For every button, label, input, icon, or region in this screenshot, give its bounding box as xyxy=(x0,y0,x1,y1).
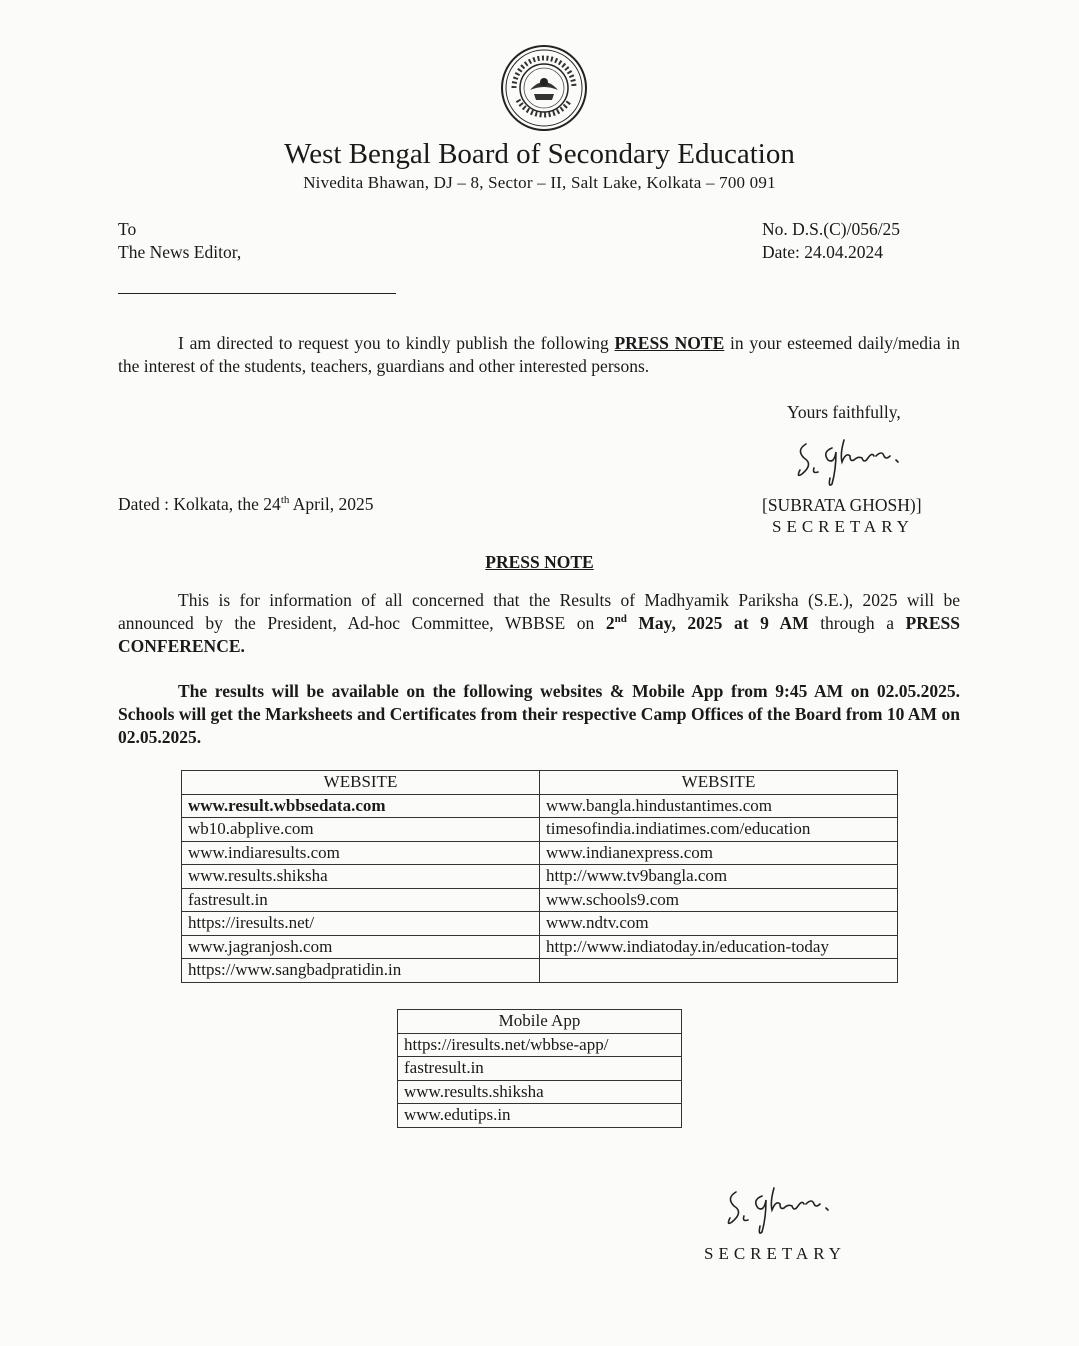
website-cell: www.ndtv.com xyxy=(540,912,898,936)
website-cell: wb10.abplive.com xyxy=(182,818,540,842)
table-row xyxy=(182,794,898,818)
table-row xyxy=(182,888,898,912)
websites-table-header-row xyxy=(182,771,898,795)
dated-line: Dated : Kolkata, the 24th April, 2025 xyxy=(118,494,374,514)
press-note-paragraph-2: The results will be available on the following websites & Mobile App from 9:45 AM on 02.05.2025. Schools will get the Marksheets and Certificates from their respective Camp Offices of the Board from 10 AM on 02.05.2025. xyxy=(118,681,960,747)
mobile-app-cell: fastresult.in xyxy=(398,1057,682,1081)
table-header-website: WEBSITE xyxy=(182,771,540,795)
press-note-inline: PRESS NOTE xyxy=(614,333,725,353)
website-cell: www.indiaresults.com xyxy=(182,841,540,865)
recipient-line: The News Editor, xyxy=(118,242,242,262)
website-cell xyxy=(540,959,898,983)
website-cell: www.results.shiksha xyxy=(182,865,540,889)
website-cell: fastresult.in xyxy=(182,888,540,912)
signatory-name: [SUBRATA GHOSH)] xyxy=(762,495,922,515)
footer-secretary-title: SECRETARY xyxy=(704,1244,846,1263)
mobile-app-cell: www.edutips.in xyxy=(398,1104,682,1128)
website-cell: www.result.wbbsedata.com xyxy=(182,794,540,818)
table-row xyxy=(398,1033,682,1057)
website-cell: https://www.sangbadpratidin.in xyxy=(182,959,540,983)
table-row xyxy=(182,912,898,936)
reference-number: No. D.S.(C)/056/25 xyxy=(762,219,901,239)
website-cell: www.bangla.hindustantimes.com xyxy=(540,794,898,818)
mobile-app-header-row xyxy=(398,1010,682,1034)
blank-rule-line xyxy=(118,293,396,294)
table-row xyxy=(398,1057,682,1081)
press-note-paragraph-1: This is for information of all concerned that the Results of Madhyamik Pariksha (S.E.), 2025 will be announced by the President, Ad-hoc Committee, WBBSE on 2nd May, 2025 at 9 AM through a PRESS CONFERENCE. xyxy=(118,590,960,656)
table-header-website: WEBSITE xyxy=(540,771,898,795)
addressee-block xyxy=(118,218,241,264)
signatory-title: SECRETARY xyxy=(772,517,914,536)
table-row xyxy=(182,818,898,842)
table-header-mobile-app: Mobile App xyxy=(398,1010,682,1034)
table-row xyxy=(398,1080,682,1104)
request-paragraph: I am directed to request you to kindly publish the following PRESS NOTE in your esteemed daily/media in the interest of the students, teachers, guardians and other interested persons. xyxy=(118,333,961,376)
letter-date: Date: 24.04.2024 xyxy=(762,242,884,262)
website-cell: http://www.tv9bangla.com xyxy=(540,865,898,889)
website-cell: http://www.indiatoday.in/education-today xyxy=(540,935,898,959)
website-cell: www.jagranjosh.com xyxy=(182,935,540,959)
organization-name: West Bengal Board of Secondary Education xyxy=(284,138,795,170)
website-cell: www.schools9.com xyxy=(540,888,898,912)
website-cell: timesofindia.indiatimes.com/education xyxy=(540,818,898,842)
organization-address: Nivedita Bhawan, DJ – 8, Sector – II, Salt Lake, Kolkata – 700 091 xyxy=(303,173,776,192)
to-label: To xyxy=(118,219,137,239)
press-note-heading: PRESS NOTE xyxy=(485,552,594,572)
table-row xyxy=(182,841,898,865)
board-seal-logo xyxy=(500,44,588,132)
table-row xyxy=(182,865,898,889)
websites-table xyxy=(181,770,898,983)
website-cell: www.indianexpress.com xyxy=(540,841,898,865)
mobile-app-cell: www.results.shiksha xyxy=(398,1080,682,1104)
mobile-app-cell: https://iresults.net/wbbse-app/ xyxy=(398,1033,682,1057)
table-row xyxy=(398,1104,682,1128)
mobile-app-table xyxy=(397,1009,682,1128)
table-row xyxy=(182,935,898,959)
reference-block xyxy=(762,218,900,264)
website-cell: https://iresults.net/ xyxy=(182,912,540,936)
table-row xyxy=(182,959,898,983)
handwritten-signature xyxy=(792,430,912,495)
closing-salutation: Yours faithfully, xyxy=(787,402,901,422)
handwritten-signature-footer xyxy=(722,1178,842,1243)
